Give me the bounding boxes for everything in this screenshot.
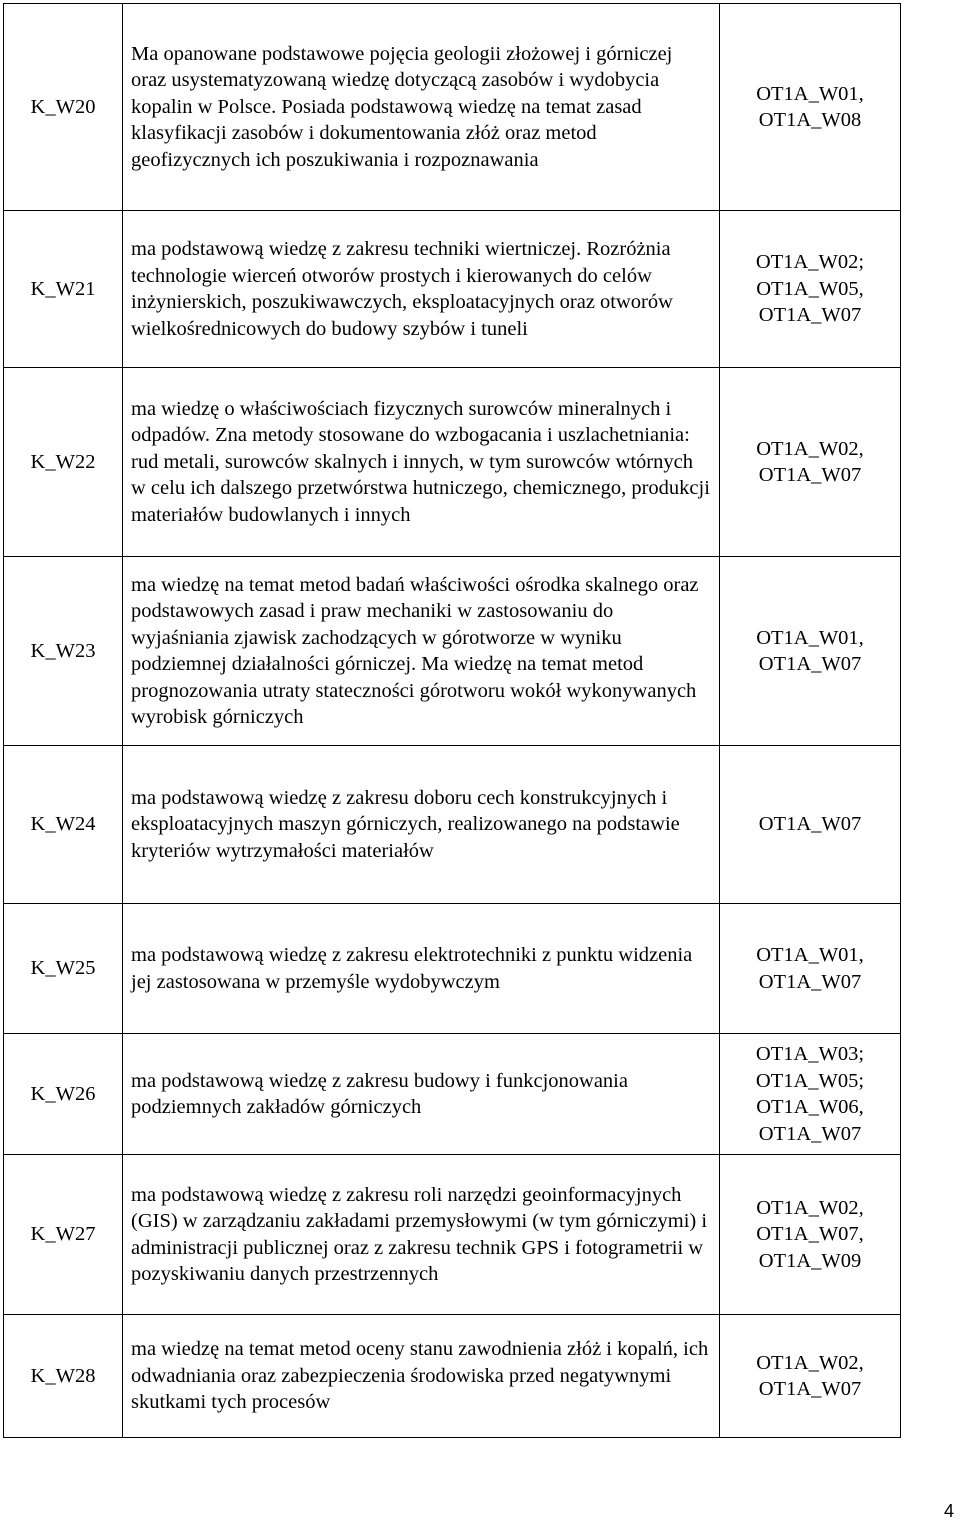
reference-code: OT1A_W01, <box>756 82 864 105</box>
reference-code: OT1A_W01, <box>756 944 864 966</box>
table-row <box>4 1034 901 1155</box>
outcome-references <box>720 368 901 557</box>
outcome-description: ma podstawową wiedzę z zakresu roli narzędzi geoinformacyjnych (GIS) w zarządzaniu zakładami przemysłowymi (w tym górniczymi) i administracji publicznej oraz z zakresu technik GPS i fotogrametrii w pozyskiwaniu danych przestrzennych <box>123 1155 720 1315</box>
outcome-references <box>720 557 901 746</box>
table-body <box>4 4 901 1438</box>
reference-code: OT1A_W05, <box>756 277 864 300</box>
outcome-references <box>720 904 901 1034</box>
table-row <box>4 211 901 368</box>
table-row <box>4 1315 901 1438</box>
outcome-code: K_W28 <box>4 1315 123 1438</box>
outcome-code: K_W24 <box>4 746 123 904</box>
reference-code: OT1A_W02, <box>756 1351 864 1374</box>
outcome-description: ma wiedzę na temat metod oceny stanu zawodnienia złóż i kopalń, ich odwadniania oraz zabezpieczenia środowiska przed negatywnymi skutkami tych procesów <box>123 1315 720 1438</box>
table-row <box>4 1155 901 1315</box>
outcome-description: ma wiedzę o właściwościach fizycznych surowców mineralnych i odpadów. Zna metody stosowane do wzbogacania i uszlachetniania: rud metali, surowców skalnych i innych, w tym surowców wtórnych w celu ich dalszego przetwórstwa hutniczego, chemicznego, produkcji materiałów budowlanych i innych <box>123 368 720 557</box>
reference-code: OT1A_W07 <box>758 464 862 486</box>
reference-code: OT1A_W07 <box>758 1378 862 1400</box>
reference-code: OT1A_W01, <box>756 626 864 649</box>
outcome-references <box>720 1034 901 1155</box>
outcome-description: ma podstawową wiedzę z zakresu elektrotechniki z punktu widzenia jej zastosowana w przemyśle wydobywczym <box>123 904 720 1034</box>
outcome-code: K_W22 <box>4 368 123 557</box>
table-row <box>4 4 901 211</box>
outcome-code: K_W25 <box>4 904 123 1034</box>
reference-code: OT1A_W03; <box>755 1043 865 1065</box>
outcome-code: K_W20 <box>4 4 123 211</box>
outcome-code: K_W26 <box>4 1034 123 1155</box>
reference-code: OT1A_W06, <box>756 1096 864 1118</box>
outcome-code: K_W27 <box>4 1155 123 1315</box>
outcome-references <box>720 746 901 904</box>
reference-code: OT1A_W02, <box>756 1196 864 1219</box>
reference-code: OT1A_W07 <box>758 970 862 993</box>
table-row <box>4 368 901 557</box>
reference-code: OT1A_W07 <box>758 653 862 675</box>
outcome-references <box>720 211 901 368</box>
table-row <box>4 557 901 746</box>
outcome-references <box>720 1155 901 1315</box>
outcome-references <box>720 1315 901 1438</box>
outcome-description: ma podstawową wiedzę z zakresu budowy i funkcjonowania podziemnych zakładów górniczych <box>123 1034 720 1155</box>
reference-code: OT1A_W09 <box>758 1249 862 1272</box>
page-number: 4 <box>943 1501 954 1521</box>
reference-code: OT1A_W07 <box>758 304 862 327</box>
outcome-code: K_W23 <box>4 557 123 746</box>
outcome-description: Ma opanowane podstawowe pojęcia geologii złożowej i górniczej oraz usystematyzowaną wiedzę dotyczącą zasobów i wydobycia kopalin w Polsce. Posiada podstawową wiedzę na temat zasad klasyfikacji zasobów i dokumentowania złóż oraz metod geofizycznych ich poszukiwania i rozpoznawania <box>123 4 720 211</box>
learning-outcomes-table <box>3 3 901 1438</box>
reference-code: OT1A_W07, <box>756 1223 864 1246</box>
reference-code: OT1A_W07 <box>758 813 862 836</box>
reference-code: OT1A_W07 <box>758 1122 862 1145</box>
reference-code: OT1A_W05; <box>755 1069 865 1092</box>
outcome-description: ma wiedzę na temat metod badań właściwości ośrodka skalnego oraz podstawowych zasad i praw mechaniki w zastosowaniu do wyjaśniania zjawisk zachodzących w górotworze w wyniku podziemnej działalności górniczej. Ma wiedzę na temat metod prognozowania utraty stateczności górotworu wokół wykonywanych wyrobisk górniczych <box>123 557 720 746</box>
outcome-description: ma podstawową wiedzę z zakresu techniki wiertniczej. Rozróżnia technologie wierceń otworów prostych i kierowanych do celów inżynierskich, poszukiwawczych, eksploatacyjnych oraz otworów wielkośrednicowych do budowy szybów i tuneli <box>123 211 720 368</box>
table-row <box>4 904 901 1034</box>
outcome-references <box>720 4 901 211</box>
reference-code: OT1A_W02, <box>756 437 864 460</box>
outcome-description: ma podstawową wiedzę z zakresu doboru cech konstrukcyjnych i eksploatacyjnych maszyn górniczych, realizowanego na podstawie kryteriów wytrzymałości materiałów <box>123 746 720 904</box>
table-row <box>4 746 901 904</box>
outcome-code: K_W21 <box>4 211 123 368</box>
reference-code: OT1A_W02; <box>755 251 865 274</box>
reference-code: OT1A_W08 <box>758 109 862 131</box>
